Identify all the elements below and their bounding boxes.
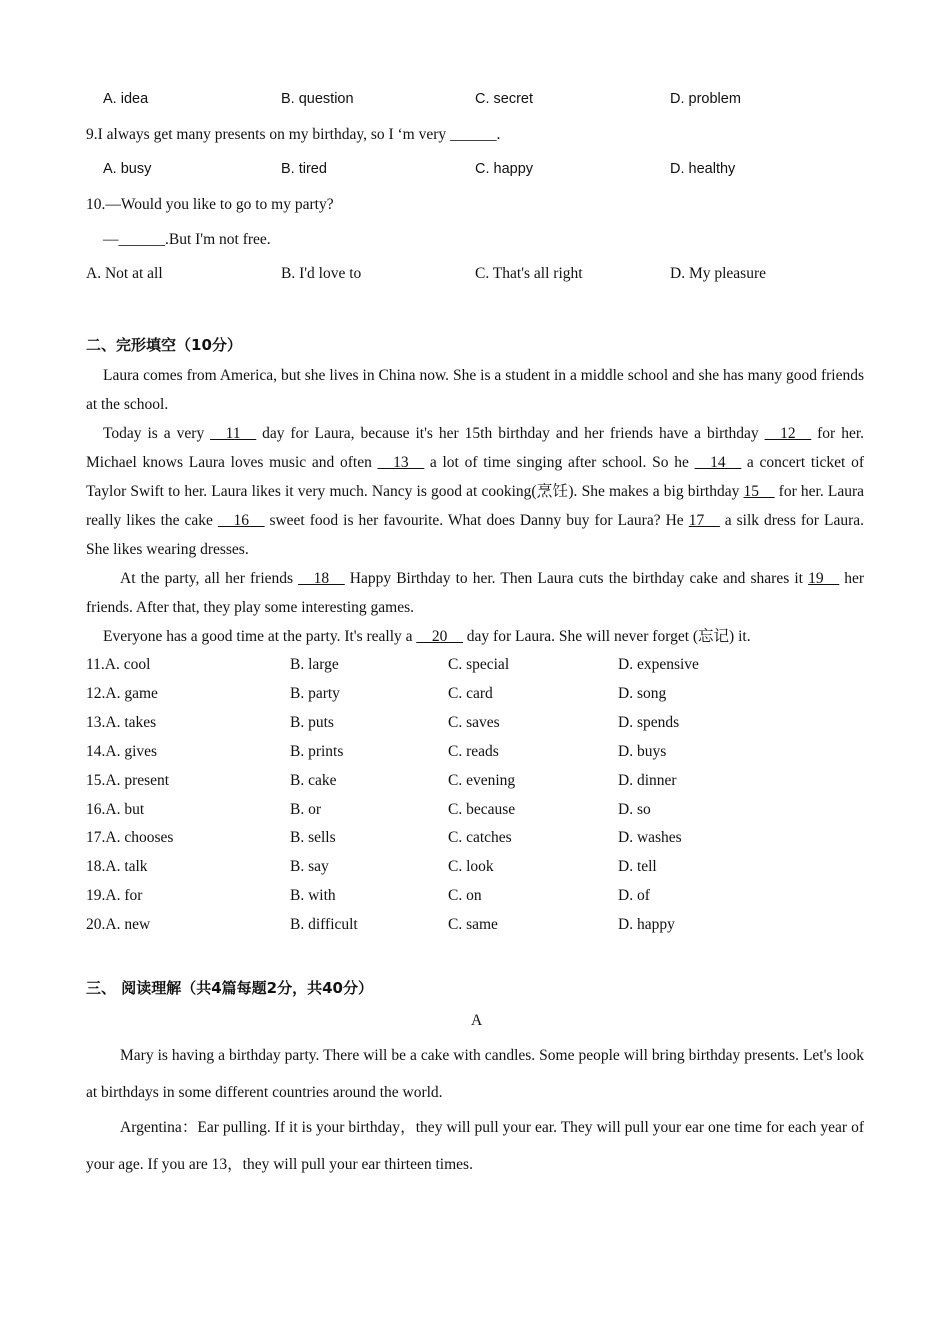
option-c: C. on (448, 887, 482, 905)
option-d: D. tell (618, 858, 657, 876)
option-a: 13.A. takes (86, 713, 157, 731)
cloze-text: Today is a very (103, 425, 211, 442)
option-c: C. That's all right (475, 265, 583, 282)
cloze-question-row (0, 743, 950, 765)
blank-18: __18__ (298, 570, 345, 587)
cloze-paragraph-4 (86, 622, 864, 651)
cloze-p1-text: Laura comes from America, but she lives in China now. She is a student in a middle school and she has many good friends at the school. (86, 367, 864, 413)
option-c: C. card (448, 684, 493, 702)
cloze-question-row (0, 916, 950, 938)
blank-14: __14__ (694, 454, 742, 471)
cloze-text: her friends. After that, they play some interesting games. (86, 570, 864, 616)
reading-p2-text: Argentina：Ear pulling. If it is your birthday，they will pull your ear. They will pull your ear one time for each year of your age. If you are 13，they will pull your ear thirteen times. (86, 1119, 864, 1173)
option-b: B. I'd love to (281, 265, 362, 282)
option-a: A. Not at all (86, 265, 163, 282)
option-a: 19.A. for (86, 887, 143, 905)
cloze-text: for her. Laura really likes the cake (86, 483, 864, 529)
option-d: D. so (618, 800, 651, 818)
option-c: C. evening (448, 771, 516, 789)
section2-heading: 二、完形填空（10分） (86, 336, 242, 354)
option-d: D. expensive (618, 656, 699, 673)
q10-reply: —______.But I'm not free. (103, 231, 271, 248)
option-b: B. difficult (290, 916, 358, 934)
cloze-paragraph-2 (86, 419, 864, 564)
option-a: A. idea (103, 91, 149, 107)
cloze-text: a lot of time singing after school. So he (424, 454, 695, 471)
q10-options (0, 265, 950, 287)
option-a: A. busy (103, 161, 152, 177)
option-b: B. with (290, 887, 336, 905)
option-c: C. because (448, 800, 516, 818)
cloze-text: day for Laura. She will never forget (忘记) it. (462, 628, 751, 645)
option-c: C. catches (448, 829, 512, 847)
option-a: 11.A. cool (86, 656, 151, 673)
option-d: D. dinner (618, 771, 677, 789)
option-b: B. say (290, 858, 329, 876)
section3-heading: 三、 阅读理解（共4篇每题2分，共40分） (86, 979, 373, 997)
cloze-text: At the party, all her friends (120, 570, 299, 587)
option-c: C. secret (475, 91, 534, 107)
q9-options (0, 161, 950, 183)
option-d: D. of (618, 887, 650, 905)
cloze-text: Happy Birthday to her. Then Laura cuts the birthday cake and shares it (344, 570, 809, 587)
option-c: C. saves (448, 713, 500, 731)
cloze-paragraph-1 (86, 361, 864, 419)
option-d: D. spends (618, 713, 680, 731)
blank-19: 19__ (808, 570, 840, 587)
q8-options (0, 91, 950, 113)
option-d: D. healthy (670, 161, 736, 177)
reading-paragraph-2 (86, 1109, 864, 1183)
option-c: C. look (448, 858, 494, 876)
cloze-question-row (0, 714, 950, 736)
option-d: D. My pleasure (670, 265, 766, 282)
cloze-question-row (0, 656, 950, 678)
option-b: B. party (290, 684, 340, 702)
option-b: B. or (290, 800, 321, 818)
option-a: 17.A. chooses (86, 829, 174, 847)
option-d: D. washes (618, 829, 682, 847)
cloze-question-row (0, 829, 950, 851)
cloze-text: Everyone has a good time at the party. It's really a (103, 628, 417, 645)
blank-20: __20__ (416, 628, 463, 645)
blank-11: __11__ (210, 425, 257, 442)
option-d: D. happy (618, 916, 675, 934)
option-a: 16.A. but (86, 800, 145, 818)
option-c: C. special (448, 656, 510, 673)
reading-p1-text: Mary is having a birthday party. There will be a cake with candles. Some people will bring birthday presents. Let's look at birthdays in some different countries around the world. (86, 1047, 864, 1101)
cloze-text: a silk dress for Laura. She likes wearing dresses. (86, 512, 864, 558)
blank-13: __13__ (377, 454, 425, 471)
cloze-question-row (0, 772, 950, 794)
option-b: B. question (281, 91, 354, 107)
cloze-question-row (0, 801, 950, 823)
reading-paragraph-1 (86, 1037, 864, 1111)
option-b: B. sells (290, 829, 336, 847)
cloze-text: a concert ticket of Taylor Swift to her. Laura likes it very much. Nancy is good at cooking(烹饪). She makes a big birthday (86, 454, 864, 500)
q9-stem: 9.I always get many presents on my birthday, so I ‘m very ______. (86, 126, 501, 143)
passage-label: A (471, 1012, 483, 1029)
blank-17: 17__ (688, 512, 720, 529)
cloze-text: day for Laura, because it's her 15th birthday and her friends have a birthday (256, 425, 765, 442)
option-a: 18.A. talk (86, 858, 148, 876)
option-b: B. puts (290, 713, 334, 731)
option-d: D. song (618, 684, 667, 702)
option-c: C. reads (448, 742, 499, 760)
option-c: C. same (448, 916, 498, 934)
option-b: B. tired (281, 161, 327, 177)
option-a: 14.A. gives (86, 742, 158, 760)
cloze-text: for her. Michael knows Laura loves music and often (86, 425, 865, 471)
option-a: 12.A. game (86, 684, 158, 702)
option-b: B. cake (290, 771, 337, 789)
option-a: 15.A. present (86, 771, 170, 789)
cloze-question-row (0, 887, 950, 909)
blank-12: __12__ (764, 425, 812, 442)
blank-15: 15__ (743, 483, 775, 500)
option-d: D. buys (618, 742, 667, 760)
option-d: D. problem (670, 91, 741, 107)
q10-stem: 10.—Would you like to go to my party? (86, 196, 334, 213)
blank-16: __16__ (217, 512, 265, 529)
option-b: B. large (290, 656, 339, 673)
option-c: C. happy (475, 161, 534, 177)
option-a: 20.A. new (86, 916, 151, 934)
cloze-text: sweet food is her favourite. What does Danny buy for Laura? He (264, 512, 689, 529)
cloze-question-row (0, 685, 950, 707)
option-b: B. prints (290, 742, 344, 760)
cloze-paragraph-3 (86, 564, 864, 622)
cloze-question-row (0, 858, 950, 880)
